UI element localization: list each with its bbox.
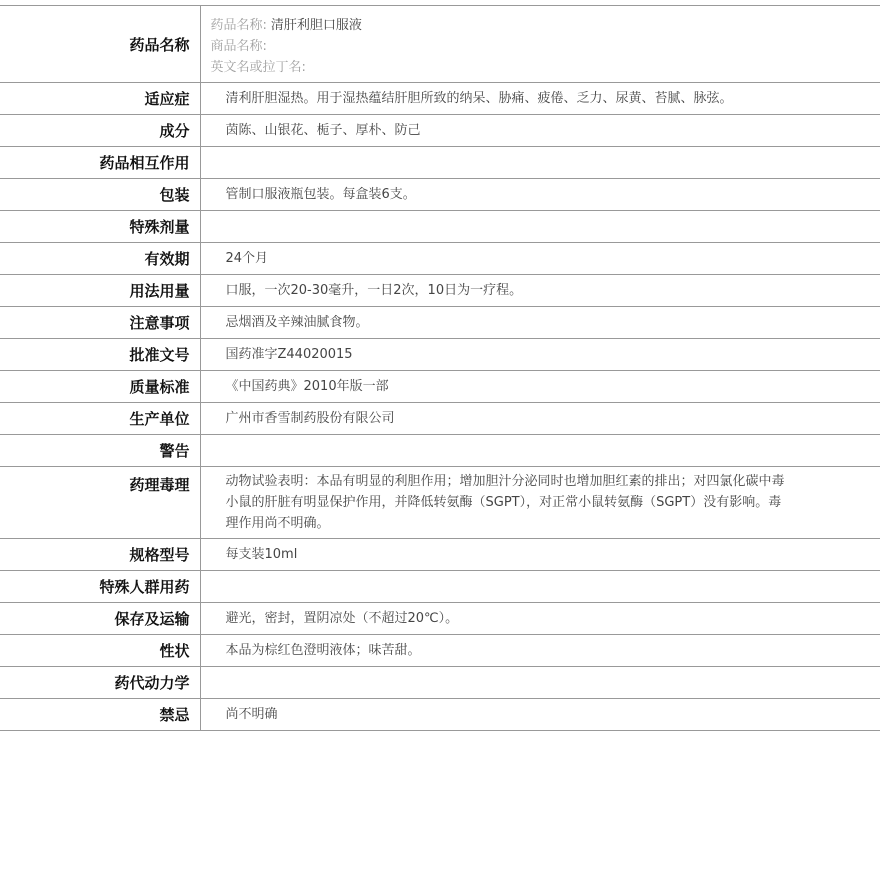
- row-value: 清利肝胆湿热。用于湿热蕴结肝胆所致的纳呆、胁痛、疲倦、乏力、尿黄、苔腻、脉弦。: [200, 83, 880, 115]
- english-name-line: [211, 57, 791, 78]
- row-value: 每支装10ml: [200, 539, 880, 571]
- row-value: [200, 571, 880, 603]
- row-label: 药代动力学: [0, 667, 200, 699]
- drug-info-table: [0, 5, 880, 731]
- table-row-contraindications: [0, 699, 880, 731]
- english-name-label: 英文名或拉丁名:: [210, 60, 306, 75]
- generic-name-line: [211, 15, 791, 36]
- row-label: 保存及运输: [0, 603, 200, 635]
- row-label: 批准文号: [0, 339, 200, 371]
- row-label: 特殊剂量: [0, 211, 200, 243]
- row-label: 药品名称: [0, 6, 200, 83]
- row-value: 本品为棕红色澄明液体；味苦甜。: [200, 635, 880, 667]
- trade-name-line: [211, 36, 791, 57]
- row-value: [200, 667, 880, 699]
- row-value: 忌烟酒及辛辣油腻食物。: [200, 307, 880, 339]
- row-value: 尚不明确: [200, 699, 880, 731]
- table-row-interactions: [0, 147, 880, 179]
- table-row-manufacturer: [0, 403, 880, 435]
- row-label: 质量标准: [0, 371, 200, 403]
- generic-name-label: 药品名称:: [210, 18, 267, 33]
- generic-name-value: 清肝利胆口服液: [270, 18, 362, 33]
- row-value: 茵陈、山银花、栀子、厚朴、防己: [200, 115, 880, 147]
- row-label: 适应症: [0, 83, 200, 115]
- row-label: 特殊人群用药: [0, 571, 200, 603]
- row-value: 广州市香雪制药股份有限公司: [200, 403, 880, 435]
- table-row-specification: [0, 539, 880, 571]
- row-label: 包装: [0, 179, 200, 211]
- table-row-storage: [0, 603, 880, 635]
- row-value: 避光，密封，置阴凉处（不超过20℃）。: [200, 603, 880, 635]
- row-label: 药品相互作用: [0, 147, 200, 179]
- row-value: [200, 147, 880, 179]
- table-row-dosage: [0, 275, 880, 307]
- table-row-indications: [0, 83, 880, 115]
- row-value: [200, 435, 880, 467]
- table-row-pharmacology: [0, 467, 880, 539]
- table-row-shelf-life: [0, 243, 880, 275]
- row-label: 注意事项: [0, 307, 200, 339]
- row-label: 药理毒理: [0, 467, 200, 539]
- table-row-pharmacokinetics: [0, 667, 880, 699]
- row-label: 生产单位: [0, 403, 200, 435]
- table-row-special-dosage: [0, 211, 880, 243]
- row-value: [200, 211, 880, 243]
- row-label: 性状: [0, 635, 200, 667]
- row-label: 警告: [0, 435, 200, 467]
- row-label: 用法用量: [0, 275, 200, 307]
- row-value: 管制口服液瓶包装。每盒装6支。: [200, 179, 880, 211]
- table-row-warning: [0, 435, 880, 467]
- table-row-approval-number: [0, 339, 880, 371]
- table-row-quality-standard: [0, 371, 880, 403]
- table-row-packaging: [0, 179, 880, 211]
- row-value: 口服，一次20-30毫升，一日2次，10日为一疗程。: [200, 275, 880, 307]
- row-label: 禁忌: [0, 699, 200, 731]
- row-value: 24个月: [200, 243, 880, 275]
- row-value: 《中国药典》2010年版一部: [200, 371, 880, 403]
- row-value: 动物试验表明：本品有明显的利胆作用；增加胆汁分泌同时也增加胆红素的排出；对四氯化碳中毒小鼠的肝脏有明显保护作用，并降低转氨酶（SGPT），对正常小鼠转氨酶（SGPT）没有影响。毒理作用尚不明确。: [200, 467, 880, 539]
- row-value: 国药准字Z44020015: [200, 339, 880, 371]
- row-label: 有效期: [0, 243, 200, 275]
- table-row-special-populations: [0, 571, 880, 603]
- table-row-ingredients: [0, 115, 880, 147]
- drug-names-cell: [200, 6, 880, 83]
- table-row-drug-name: [0, 6, 880, 83]
- row-label: 规格型号: [0, 539, 200, 571]
- table-row-precautions: [0, 307, 880, 339]
- row-label: 成分: [0, 115, 200, 147]
- table-row-appearance: [0, 635, 880, 667]
- trade-name-label: 商品名称:: [210, 39, 267, 54]
